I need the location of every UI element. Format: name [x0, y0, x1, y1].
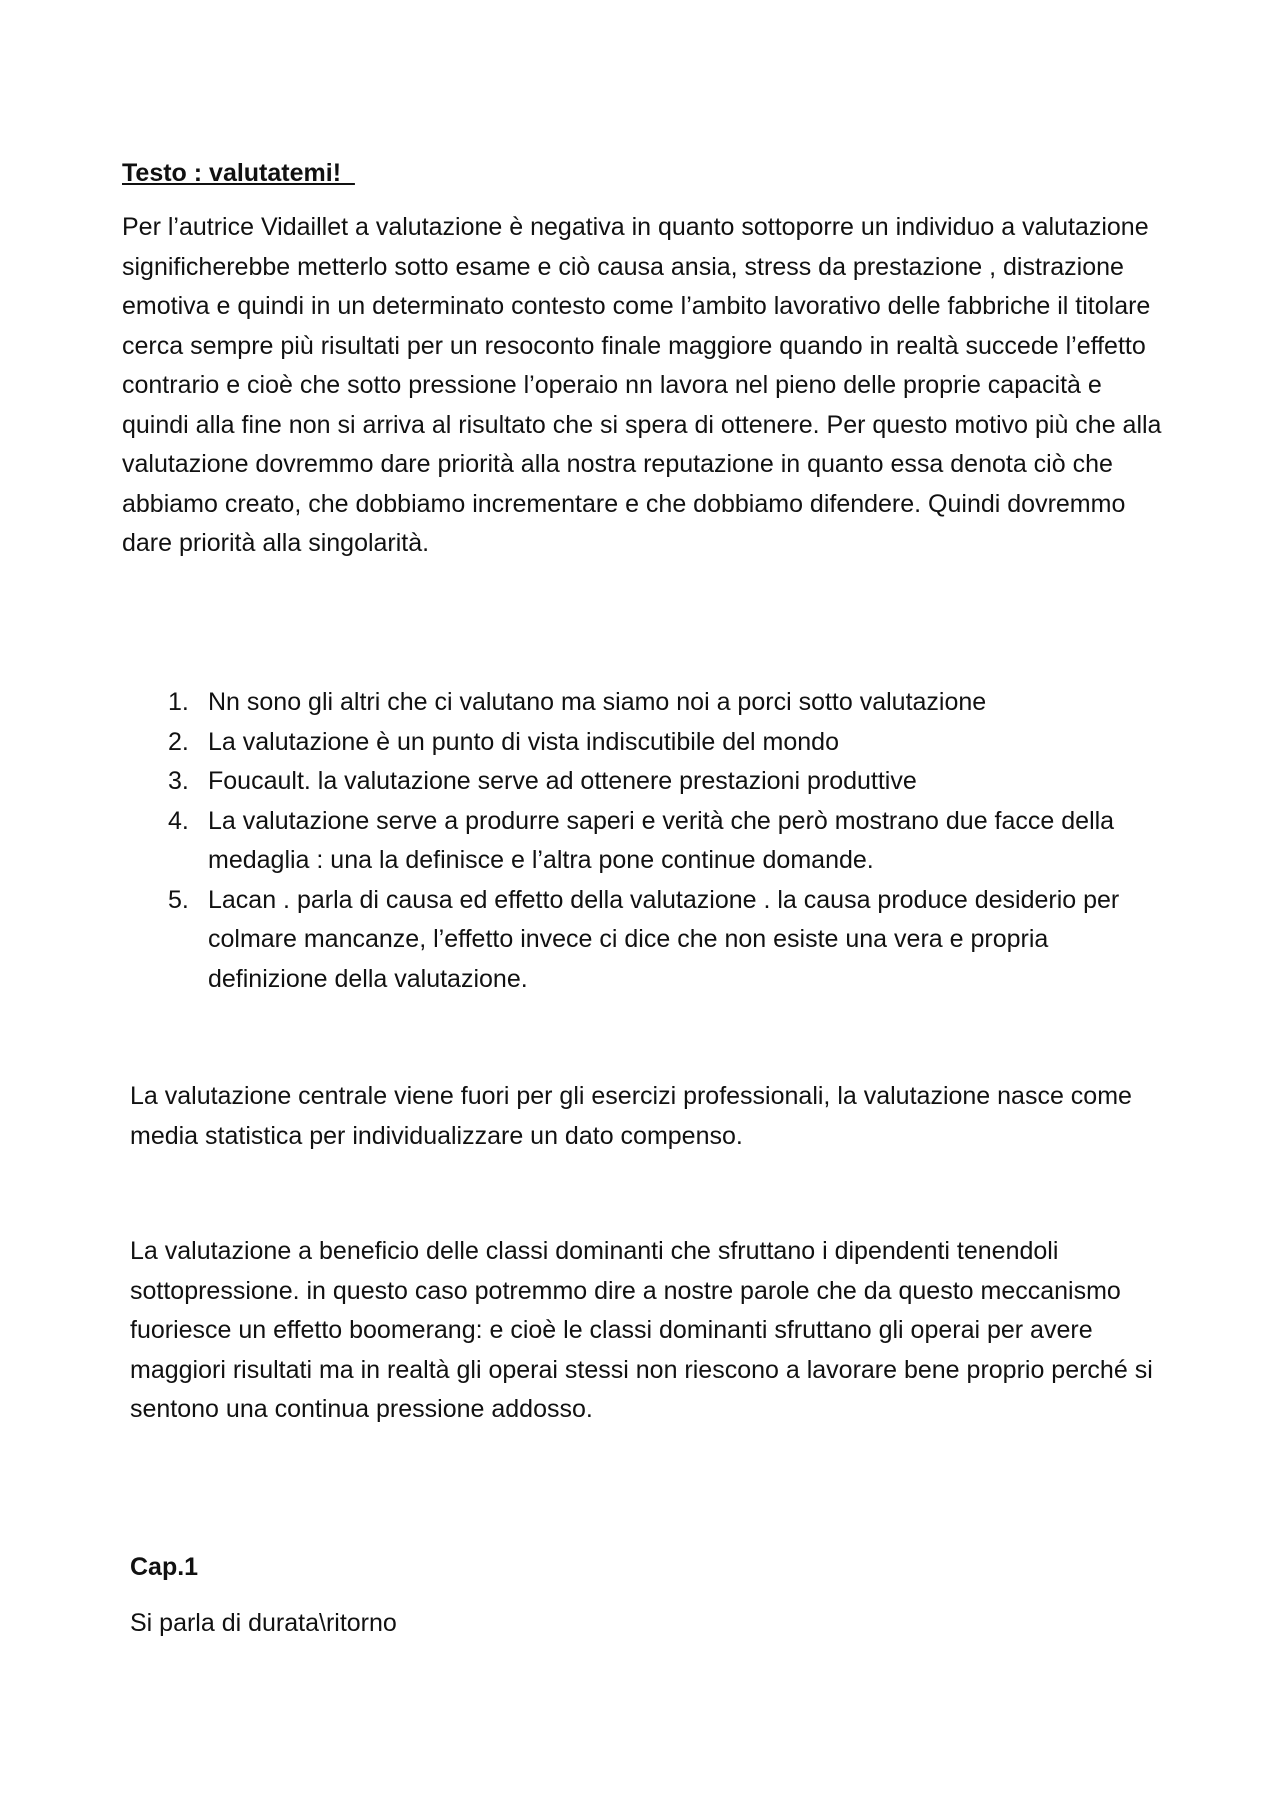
list-item: [122, 802, 1162, 881]
list-item-number: 4.: [168, 806, 189, 835]
list-item-text: Nn sono gli altri che ci valutano ma siamo noi a porci sotto valutazione: [208, 688, 987, 716]
list-item: [122, 723, 1162, 763]
list-item-text: Lacan . parla di causa ed effetto della valutazione . la causa produce desiderio per colmare mancanze, l’effetto invece ci dice che non esiste una vera e propria definizione della valutazione.: [208, 885, 1120, 993]
list-item-number: 1.: [168, 688, 189, 716]
list-item: [122, 881, 1162, 1000]
list-item-number: 2.: [168, 727, 189, 756]
chapter-heading: Cap.1: [130, 1553, 199, 1581]
paragraph-chapter-1: Si parla di durata\ritorno: [130, 1609, 397, 1637]
paragraph-vidaillet: Per l’autrice Vidaillet a valutazione è negativa in quanto sottoporre un individuo a valutazione significherebbe metterlo sotto esame e ciò causa ansia, stress da prestazione , distrazione emotiva e quindi in un determinato contesto come l’ambito lavorativo delle fabbriche il titolare cerca sempre più risultati per un resoconto finale maggiore quando in realtà succede l’effetto contrario e cioè che sotto pressione l’operaio nn lavora nel pieno delle proprie capacità e quindi alla fine non si arriva al risultato che si spera di ottenere. Per questo motivo più che alla valutazione dovremmo dare priorità alla nostra reputazione in quanto essa denota ciò che abbiamo creato, che dobbiamo incrementare e che dobbiamo difendere. Quindi dovremmo dare priorità alla singolarità.: [122, 213, 1162, 557]
paragraph-central-evaluation: La valutazione centrale viene fuori per gli esercizi professionali, la valutazione nasce come media statistica per individualizzare un dato compenso.: [130, 1082, 1132, 1150]
list-item: [122, 762, 1162, 802]
document-title: Testo : valutatemi!: [122, 159, 355, 187]
paragraph-dominant-classes: La valutazione a beneficio delle classi dominanti che sfruttano i dipendenti tenendoli sottopressione. in questo caso potremmo dire a nostre parole che da questo meccanismo fuoriesce un effetto boomerang: e cioè le classi dominanti sfruttano gli operai per avere maggiori risultati ma in realtà gli operai stessi non riescono a lavorare bene proprio perché si sentono una continua pressione addosso.: [130, 1237, 1153, 1423]
list-item-text: Foucault. la valutazione serve ad ottenere prestazioni produttive: [208, 767, 917, 795]
list-item: [122, 683, 1162, 723]
list-item-text: La valutazione serve a produrre saperi e verità che però mostrano due facce della medaglia : una la definisce e l’altra pone continue domande.: [208, 806, 1115, 874]
list-item-number: 5.: [168, 885, 189, 914]
numbered-list: [122, 683, 1162, 999]
list-item-number: 3.: [168, 767, 189, 795]
list-item-text: La valutazione è un punto di vista indiscutibile del mondo: [208, 727, 839, 756]
